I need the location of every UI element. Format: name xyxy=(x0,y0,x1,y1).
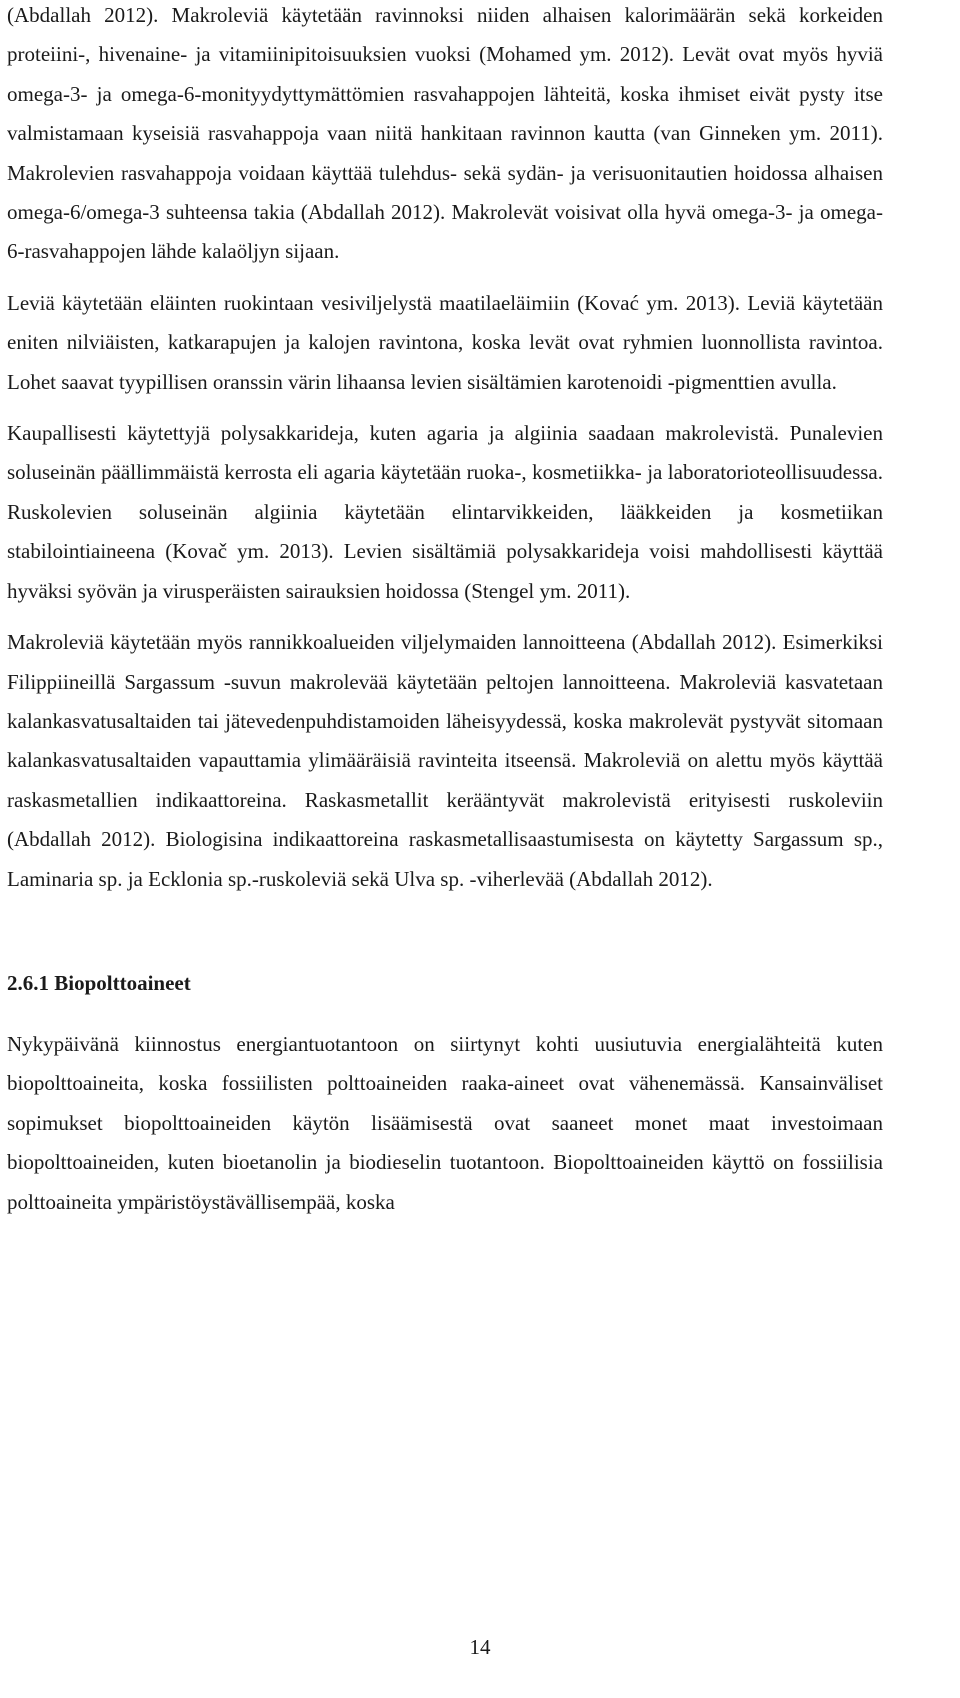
paragraph-spacer xyxy=(7,611,883,623)
paragraph-biofuels: Nykypäivänä kiinnostus energiantuotantoon on siirtynyt kohti uusiutuvia energialähteitä kuten biopolttoaineita, koska fossiilisten polttoaineiden raaka-aineet ovat vähenemässä. Kansainväliset sopimukset biopolttoaineiden käytön lisäämisestä ovat saaneet monet maat investoimaan biopolttoaineiden, kuten bioetanolin ja biodieselin tuotantoon. Biopolttoaineiden käyttö on fossiilisia polttoaineita ympäristöystävällisempää, koska xyxy=(7,1031,883,1214)
page-number: 14 xyxy=(469,1635,491,1659)
section-heading: 2.6.1 Biopolttoaineet xyxy=(7,970,191,995)
paragraph-fertilizer-indicators: Makroleviä käytetään myös rannikkoalueiden viljelymaiden lannoitteena (Abdallah 2012). Esimerkiksi Filippiineillä Sargassum -suvun makrolevää käytetään peltojen lannoitteena. Makroleviä kasvatetaan kalankasvatusaltaiden tai jätevedenpuhdistamoiden läheisyydessä, koska makrolevät pystyvät sitomaan kalankasvatusaltaiden vapauttamia ylimääräisiä ravinteita itseensä. Makroleviä on alettu myös käyttää raskasmetallien indikaattoreina. Raskasmetallit kerääntyvät makrolevistä erityisesti ruskoleviin (Abdallah 2012). Biologisina indikaattoreina raskasmetallisaastumisesta on käytetty Sargassum sp., Laminaria sp. ja Ecklonia sp.-ruskoleviä sekä Ulva sp. -viherlevää (Abdallah 2012). xyxy=(7,630,883,891)
paragraph-spacer xyxy=(7,402,883,414)
paragraph-macroalgae-nutrition: (Abdallah 2012). Makroleviä käytetään ravinnoksi niiden alhaisen kalorimäärän sekä korkeiden proteiini-, hivenaine- ja vitamiinipitoisuuksien vuoksi (Mohamed ym. 2012). Levät ovat myös hyviä omega-3- ja omega-6-monityydyttymättömien rasvahappojen lähteitä, koska ihmiset eivät pysty itse valmistamaan kyseisiä rasvahappoja vaan niitä hankitaan ravinnon kautta (van Ginneken ym. 2011). Makrolevien rasvahappoja voidaan käyttää tulehdus- sekä sydän- ja verisuonitautien hoidossa alhaisen omega-6/omega-3 suhteensa takia (Abdallah 2012). Makrolevät voisivat olla hyvä omega-3- ja omega-6-rasvahappojen lähde kalaöljyn sijaan. xyxy=(7,3,883,264)
heading-spacer xyxy=(7,1003,883,1025)
paragraph-spacer xyxy=(7,272,883,284)
section-spacer xyxy=(7,899,883,963)
paragraph-animal-feed: Leviä käytetään eläinten ruokintaan vesiviljelystä maatilaeläimiin (Kovać ym. 2013). Leviä käytetään eniten nilviäisten, katkarapujen ja kalojen ravintona, koska levät ovat ryhmien luonnollista ravintoa. Lohet saavat tyypillisen oranssin värin lihaansa levien sisältämien karotenoidi -pigmenttien avulla. xyxy=(7,290,883,394)
paragraph-polysaccharides: Kaupallisesti käytettyjä polysakkarideja, kuten agaria ja algiinia saadaan makrolevistä. Punalevien soluseinän päällimmäistä kerrosta eli agaria käytetään ruoka-, kosmetiikka- ja laboratorioteollisuudessa. Ruskolevien soluseinän algiinia käytetään elintarvikkeiden, lääkkeiden ja kosmetiikan stabilointiaineena (Kovač ym. 2013). Levien sisältämiä polysakkarideja voisi mahdollisesti käyttää hyväksi syövän ja virusperäisten sairauksien hoidossa (Stengel ym. 2011). xyxy=(7,421,883,603)
document-page xyxy=(7,0,883,1222)
